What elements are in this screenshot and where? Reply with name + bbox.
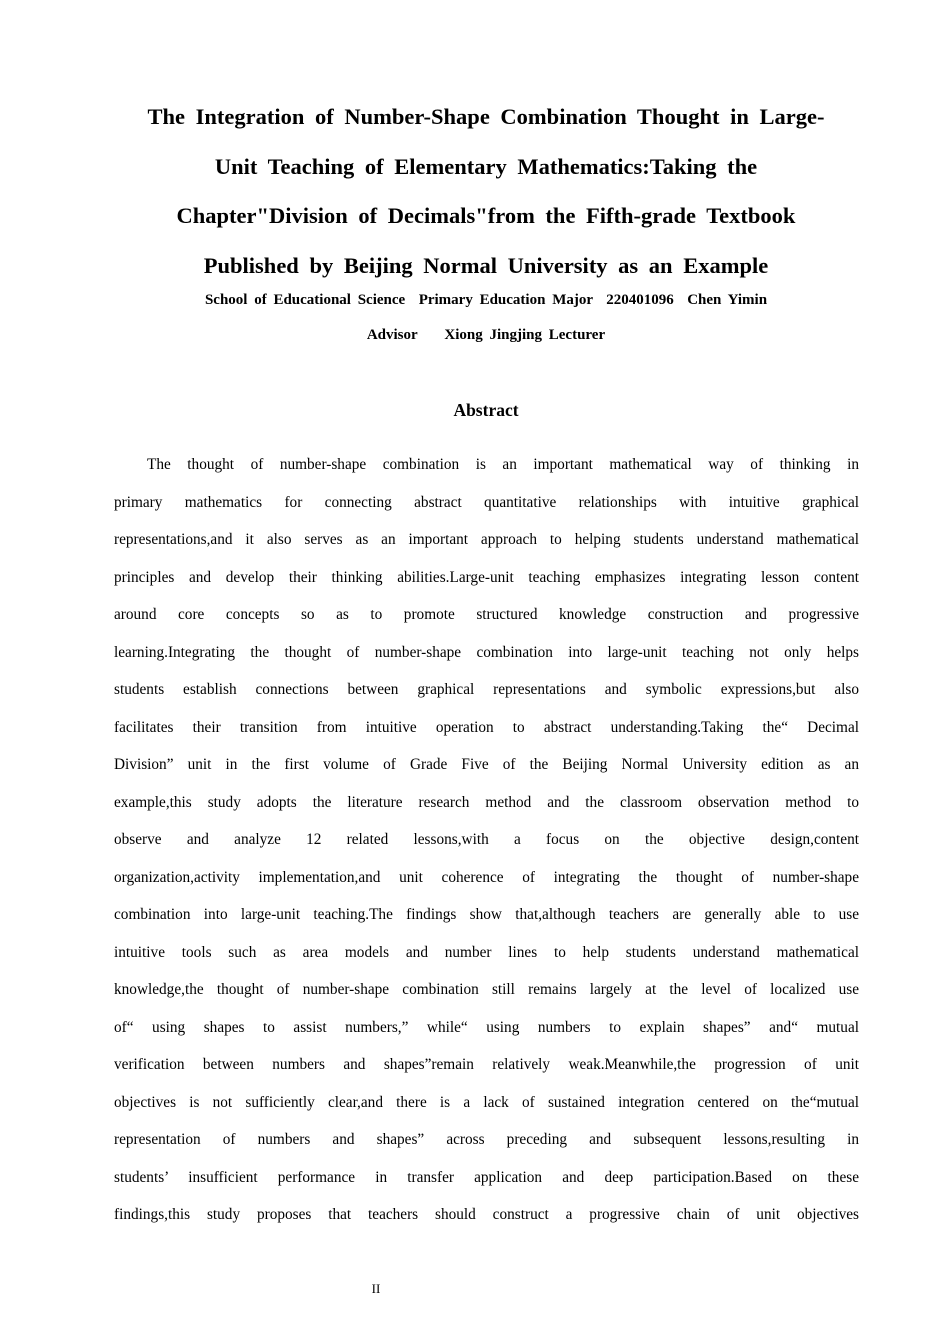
abstract-line: knowledge,the thought of number-shape combination still remains largely at the level of localized use — [114, 981, 859, 998]
title-line: The Integration of Number-Shape Combination Thought in Large- — [147, 104, 825, 129]
abstract-line: students establish connections between graphical representations and symbolic expressions,but also — [114, 681, 859, 698]
abstract-line: verification between numbers and shapes”remain relatively weak.Meanwhile,the progression of unit — [114, 1056, 859, 1073]
abstract-line: students’ insufficient performance in transfer application and deep participation.Based on these — [114, 1168, 859, 1186]
advisor-info: Advisor Xiong Jingjing Lecturer — [366, 327, 606, 343]
abstract-line: learning.Integrating the thought of number-shape combination into large-unit teaching not only helps — [114, 643, 859, 661]
title-line: Unit Teaching of Elementary Mathematics:Taking the — [214, 153, 758, 179]
author-info: School of Educational Science Primary Education Major 220401096 Chen Yimin — [204, 292, 768, 308]
abstract-line: observe and analyze 12 related lessons,with a focus on the objective design,content — [114, 831, 859, 848]
abstract-line: The thought of number-shape combination is an important mathematical way of thinking in — [147, 456, 859, 473]
abstract-line: representation of numbers and shapes” across preceding and subsequent lessons,resulting in — [114, 1131, 859, 1148]
abstract-line: example,this study adopts the literature research method and the classroom observation method to — [114, 793, 859, 811]
abstract-line: around core concepts so as to promote structured knowledge construction and progressive — [114, 606, 859, 623]
abstract-line: intuitive tools such as area models and number lines to help students understand mathematical — [114, 943, 859, 961]
abstract-body — [114, 446, 859, 1234]
abstract-line: representations,and it also serves as an important approach to helping students understand mathematical — [114, 531, 859, 548]
abstract-line: combination into large-unit teaching.The findings show that,although teachers are generally able to use — [114, 906, 859, 923]
abstract-heading: Abstract — [453, 400, 519, 420]
abstract-line: Division” unit in the first volume of Grade Five of the Beijing Normal University edition as an — [114, 756, 859, 773]
title-line: Chapter"Division of Decimals"from the Fifth-grade Textbook — [176, 203, 796, 228]
abstract-line: principles and develop their thinking abilities.Large-unit teaching emphasizes integrating lesson content — [114, 568, 859, 586]
page-number: II — [371, 1281, 381, 1296]
abstract-line: organization,activity implementation,and unit coherence of integrating the thought of number-shape — [114, 868, 859, 886]
title-line: Published by Beijing Normal University as an Example — [203, 252, 769, 278]
abstract-line: of“ using shapes to assist numbers,” while“ using numbers to explain shapes” and“ mutual — [114, 1018, 859, 1036]
abstract-line: findings,this study proposes that teachers should construct a progressive chain of unit objectives — [114, 1206, 859, 1223]
abstract-line: objectives is not sufficiently clear,and there is a lack of sustained integration centered on the“mutual — [114, 1093, 859, 1111]
abstract-line: facilitates their transition from intuitive operation to abstract understanding.Taking the“ Decimal — [114, 718, 859, 736]
paper-title — [110, 92, 862, 290]
abstract-line: primary mathematics for connecting abstract quantitative relationships with intuitive graphical — [114, 493, 859, 511]
